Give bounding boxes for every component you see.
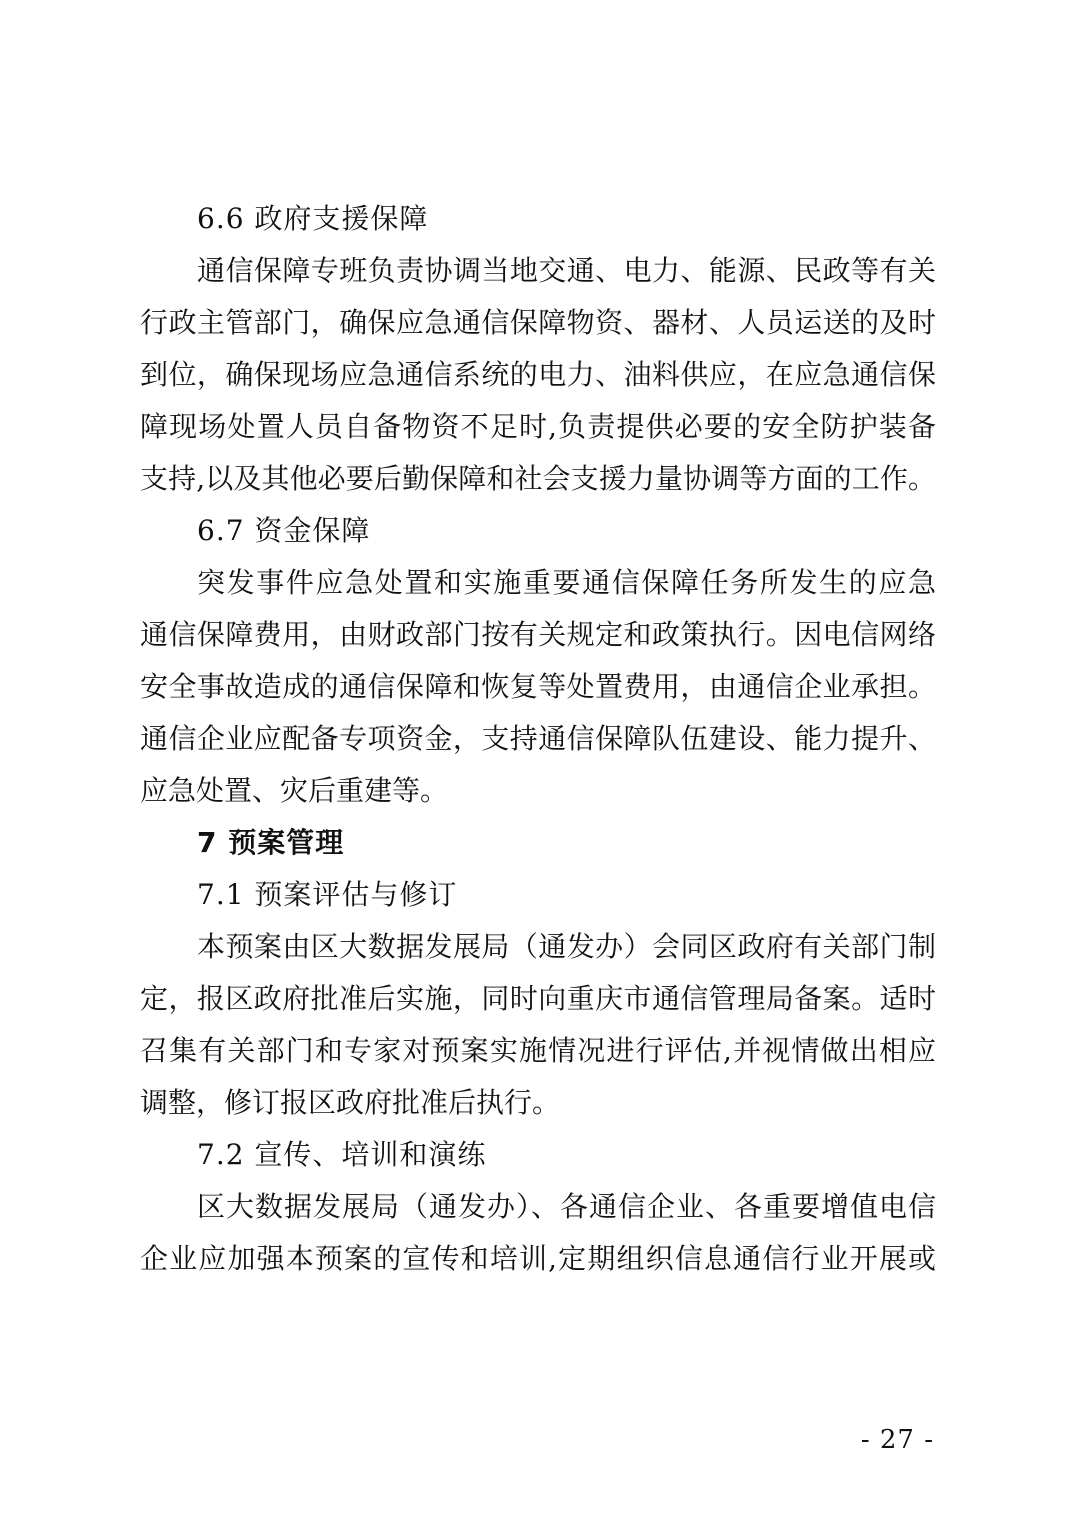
paragraph-line: 通信企业应配备专项资金，支持通信保障队伍建设、能力提升、: [140, 722, 936, 755]
paragraph-line: 到位，确保现场应急通信系统的电力、油料供应，在应急通信保: [140, 358, 936, 391]
paragraph-line: 调整，修订报区政府批准后执行。: [140, 1086, 561, 1119]
section-heading-7-2: 7.2 宣传、培训和演练: [197, 1138, 487, 1171]
paragraph-line: 通信保障专班负责协调当地交通、电力、能源、民政等有关: [197, 254, 936, 287]
paragraph-line: 通信保障费用，由财政部门按有关规定和政策执行。因电信网络: [140, 618, 936, 651]
page-number: - 27 -: [860, 1425, 934, 1455]
section-heading-6-7: 6.7 资金保障: [197, 514, 371, 547]
paragraph-line: 定，报区政府批准后实施，同时向重庆市通信管理局备案。适时: [140, 982, 936, 1015]
document-body: [140, 193, 936, 1285]
paragraph-line: 召集有关部门和专家对预案实施情况进行评估,并视情做出相应: [140, 1034, 936, 1067]
paragraph-line: 安全事故造成的通信保障和恢复等处置费用，由通信企业承担。: [140, 670, 936, 703]
section-heading-6-6: 6.6 政府支援保障: [197, 202, 429, 235]
paragraph-line: 区大数据发展局（通发办）、各通信企业、各重要增值电信: [197, 1190, 936, 1223]
paragraph-line: 行政主管部门，确保应急通信保障物资、器材、人员运送的及时: [140, 306, 936, 339]
paragraph-line: 突发事件应急处置和实施重要通信保障任务所发生的应急: [197, 566, 936, 599]
chapter-heading-7: 7 预案管理: [197, 826, 345, 859]
paragraph-line: 支持,以及其他必要后勤保障和社会支援力量协调等方面的工作。: [140, 462, 936, 495]
section-heading-7-1: 7.1 预案评估与修订: [197, 878, 458, 911]
paragraph-line: 应急处置、灾后重建等。: [140, 774, 449, 807]
paragraph-line: 本预案由区大数据发展局（通发办）会同区政府有关部门制: [197, 930, 936, 963]
paragraph-line: 障现场处置人员自备物资不足时,负责提供必要的安全防护装备: [140, 410, 936, 443]
paragraph-line: 企业应加强本预案的宣传和培训,定期组织信息通信行业开展或: [140, 1242, 936, 1275]
